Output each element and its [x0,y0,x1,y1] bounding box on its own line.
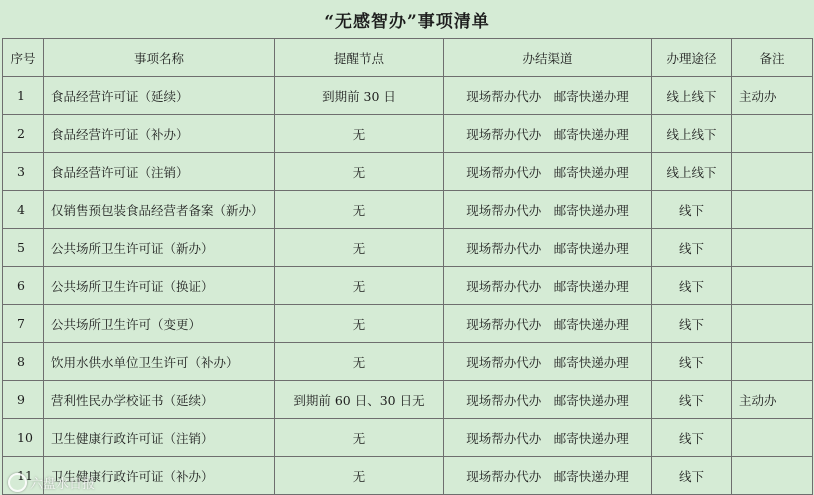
cell-no: 1 [3,77,44,115]
app-logo-icon [8,473,27,492]
cell-no: 11 [3,457,44,495]
cell-no: 3 [3,153,44,191]
cell-reminder: 无 [275,305,444,343]
page-title: “无感智办”事项清单 [324,11,490,32]
cell-no: 8 [3,343,44,381]
cell-route: 线下 [652,267,732,305]
cell-note [732,343,813,381]
cell-item-name: 食品经营许可证（注销） [44,153,275,191]
cell-route: 线下 [652,457,732,495]
cell-channel: 现场帮办代办 邮寄快递办理 [444,457,652,495]
cell-route: 线下 [652,305,732,343]
cell-channel: 现场帮办代办 邮寄快递办理 [444,381,652,419]
cell-route: 线下 [652,419,732,457]
cell-item-name: 公共场所卫生许可（变更） [44,305,275,343]
cell-note [732,267,813,305]
table-row [3,457,813,495]
items-table [2,38,813,495]
cell-reminder: 无 [275,419,444,457]
cell-reminder: 无 [275,267,444,305]
cell-item-name: 食品经营许可证（补办） [44,115,275,153]
table-row [3,305,813,343]
cell-channel: 现场帮办代办 邮寄快递办理 [444,77,652,115]
cell-note: 主动办 [732,381,813,419]
col-header-route: 办理途径 [652,39,732,77]
col-header-channel: 办结渠道 [444,39,652,77]
cell-reminder: 到期前 60 日、30 日无 [275,381,444,419]
watermark [8,473,95,492]
cell-note [732,305,813,343]
cell-no: 9 [3,381,44,419]
cell-channel: 现场帮办代办 邮寄快递办理 [444,191,652,229]
table-row [3,381,813,419]
cell-note [732,457,813,495]
table-row [3,153,813,191]
cell-no: 7 [3,305,44,343]
cell-reminder: 无 [275,229,444,267]
cell-no: 5 [3,229,44,267]
cell-channel: 现场帮办代办 邮寄快递办理 [444,229,652,267]
cell-item-name: 卫生健康行政许可证（补办） [44,457,275,495]
cell-item-name: 仅销售预包装食品经营者备案（新办） [44,191,275,229]
cell-no: 6 [3,267,44,305]
cell-note [732,419,813,457]
cell-reminder: 无 [275,343,444,381]
cell-channel: 现场帮办代办 邮寄快递办理 [444,305,652,343]
cell-note [732,191,813,229]
cell-channel: 现场帮办代办 邮寄快递办理 [444,343,652,381]
cell-note [732,115,813,153]
cell-no: 2 [3,115,44,153]
table-row [3,343,813,381]
cell-reminder: 到期前 30 日 [275,77,444,115]
cell-item-name: 营利性民办学校证书（延续） [44,381,275,419]
cell-route: 线下 [652,343,732,381]
col-header-name: 事项名称 [44,39,275,77]
table-row [3,267,813,305]
cell-item-name: 公共场所卫生许可证（新办） [44,229,275,267]
col-header-note: 备注 [732,39,813,77]
table-row [3,77,813,115]
cell-route: 线上线下 [652,77,732,115]
cell-reminder: 无 [275,457,444,495]
cell-item-name: 饮用水供水单位卫生许可（补办） [44,343,275,381]
cell-route: 线下 [652,381,732,419]
table-row [3,191,813,229]
cell-item-name: 食品经营许可证（延续） [44,77,275,115]
cell-route: 线上线下 [652,115,732,153]
table-header-row [3,39,813,77]
cell-channel: 现场帮办代办 邮寄快递办理 [444,153,652,191]
col-header-reminder: 提醒节点 [275,39,444,77]
cell-channel: 现场帮办代办 邮寄快递办理 [444,419,652,457]
table-row [3,229,813,267]
table-row [3,115,813,153]
cell-item-name: 公共场所卫生许可证（换证） [44,267,275,305]
cell-reminder: 无 [275,115,444,153]
col-header-no: 序号 [3,39,44,77]
cell-item-name: 卫生健康行政许可证（注销） [44,419,275,457]
cell-reminder: 无 [275,153,444,191]
cell-no: 4 [3,191,44,229]
cell-note [732,153,813,191]
cell-reminder: 无 [275,191,444,229]
cell-channel: 现场帮办代办 邮寄快递办理 [444,267,652,305]
cell-route: 线上线下 [652,153,732,191]
cell-no: 10 [3,419,44,457]
table-row [3,419,813,457]
cell-channel: 现场帮办代办 邮寄快递办理 [444,115,652,153]
watermark-text: 六盘水日报 [30,477,96,492]
cell-route: 线下 [652,229,732,267]
cell-route: 线下 [652,191,732,229]
cell-note: 主动办 [732,77,813,115]
cell-note [732,229,813,267]
